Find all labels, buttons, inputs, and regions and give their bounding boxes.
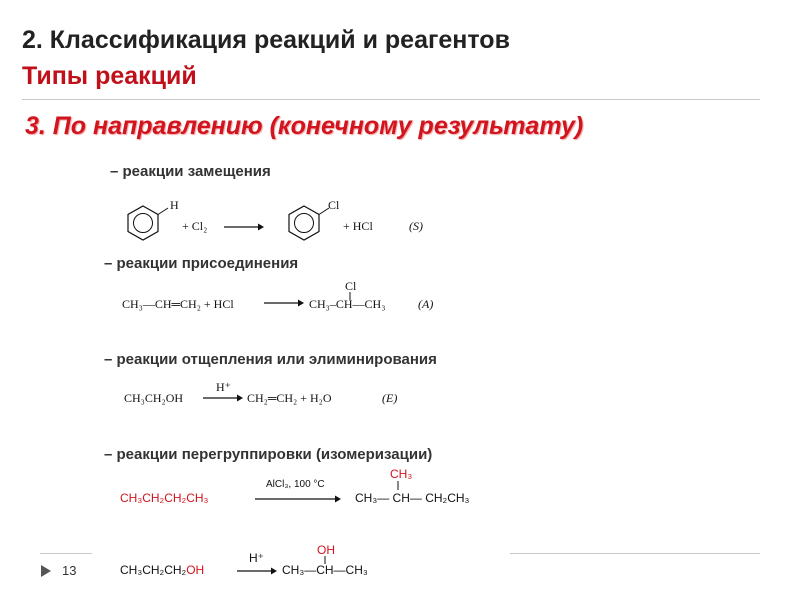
reactant: CH₃—CH═CH₂ + HCl <box>122 297 234 311</box>
reaction-type: (S) <box>409 219 423 233</box>
reaction-arrow-icon <box>264 298 304 308</box>
reaction-arrow-icon <box>255 494 341 504</box>
reactant <box>120 563 204 577</box>
reactant-chain: CH₃CH₂CH₂ <box>120 563 187 577</box>
benzene-icon <box>125 203 161 243</box>
reaction-arrow-icon <box>224 222 264 232</box>
reaction-label-substitution: – реакции замещения <box>110 163 271 180</box>
page-number: 13 <box>62 563 77 578</box>
product-substituent: Cl <box>328 198 340 212</box>
slide-title: 2. Классификация реакций и реагентов <box>22 26 510 54</box>
product: CH₃–CH—CH₃ <box>309 297 386 311</box>
footer-divider-left <box>40 553 92 554</box>
reactant-hydroxyl: OH <box>186 563 205 577</box>
reaction-type: (E) <box>382 391 398 405</box>
product: CH₃—CH—CH₃ <box>282 563 368 577</box>
reaction-type: (A) <box>418 297 434 311</box>
reactant: CH₃CH₂CH₂CH₃ <box>120 491 209 505</box>
product: CH₂═CH₂ + H₂O <box>247 391 332 405</box>
slide-subtitle: Типы реакций <box>22 62 197 90</box>
product-branch: CH₃ <box>390 467 413 481</box>
footer-divider-right <box>510 553 760 554</box>
product: CH₃— CH— CH₂CH₃ <box>355 491 470 505</box>
reaction-label-addition: – реакции присоединения <box>104 255 299 272</box>
reaction-arrow-icon <box>237 566 277 576</box>
header-divider <box>22 99 760 100</box>
product-branch: OH <box>317 543 335 557</box>
reactant-substituent: H <box>170 198 179 212</box>
reaction-label-rearrangement: – реакции перегруппировки (изомеризации) <box>104 446 433 463</box>
byproduct: + HCl <box>343 219 373 233</box>
reaction-label-elimination: – реакции отщепления или элиминирования <box>104 351 437 368</box>
product-substituent: Cl <box>345 279 357 293</box>
reaction-arrow-icon <box>203 393 243 403</box>
reactant: CH₃CH₂OH <box>124 391 184 405</box>
section-title: 3. По направлению (конечному результату) <box>25 112 584 140</box>
catalyst: AlCl₃, 100 °C <box>266 479 325 490</box>
play-triangle-icon <box>41 565 51 577</box>
catalyst: H⁺ <box>249 551 264 565</box>
chlorobenzene-icon <box>286 203 322 243</box>
reagent: + Cl₂ <box>182 219 208 233</box>
catalyst: H⁺ <box>216 380 231 394</box>
bond-line-icon <box>397 481 399 490</box>
